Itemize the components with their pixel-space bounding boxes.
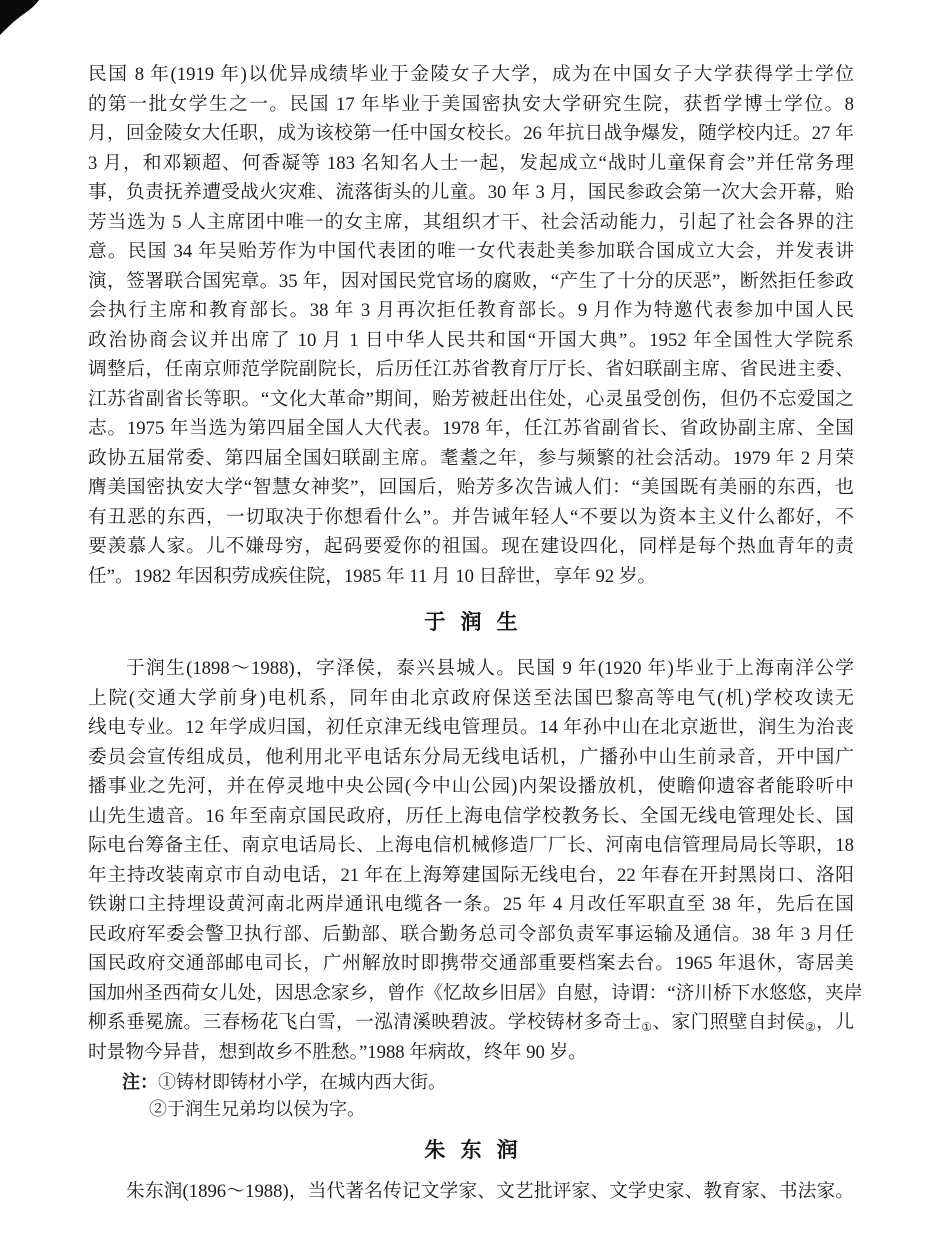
footnote-2-text: ②于润生兄弟均以侯为字。 <box>149 1099 365 1119</box>
text-line: 事，负责抚养遭受战火灾难、流落街头的儿童。30 年 3 月，国民参政会第一次大会开幕，贻 <box>88 182 854 203</box>
text-line: 意。民国 34 年吴贻芳作为中国代表团的唯一女代表赴美参加联合国成立大会，并发表讲 <box>88 241 854 262</box>
biography-text-block <box>88 60 863 1207</box>
text-line: 演，签署联合国宪章。35 年，因对国民党官场的腐败，“产生了十分的厌恶”，断然拒任参政 <box>88 270 854 292</box>
footnote-1 <box>88 1069 854 1096</box>
text-line: 民国 8 年(1919 年)以优异成绩毕业于金陵女子大学，成为在中国女子大学获得学士学位 <box>88 64 854 85</box>
text-line: 时景物今异昔，想到故乡不胜愁。”1988 年病故，终年 90 岁。 <box>88 1041 587 1063</box>
text-line: 柳系垂冕旒。三春杨花飞白雪，一泓清溪映碧波。学校铸材多奇士①、家门照壁自封侯②，儿 <box>88 1012 855 1034</box>
text-line: 播事业之先河，并在停灵地中央公园(今中山公园)内架设播放机，使瞻仰遗容者能聆听中 <box>88 776 854 797</box>
text-line: 会执行主席和教育部长。38 年 3 月再次拒任教育部长。9 月作为特邀代表参加中国人民 <box>88 300 854 321</box>
text-line: 的第一批女学生之一。民国 17 年毕业于美国密执安大学研究生院，获哲学博士学位。8 <box>88 93 854 115</box>
text-line: 有丑恶的东西，一切取决于你想看什么”。并告诫年轻人“不要以为资本主义什么都好，不 <box>88 506 854 528</box>
text-line: 线电专业。12 年学成归国，初任京津无线电管理员。14 年孙中山在北京逝世，润生为治丧 <box>88 717 854 738</box>
text-line: 民政府军委会警卫执行部、后勤部、联合勤务总司令部负责军事运输及通信。38 年 3 月任 <box>88 923 854 945</box>
intro-paragraph <box>88 60 854 591</box>
text-line: 月，回金陵女大任职，成为该校第一任中国女校长。26 年抗日战争爆发，随学校内迁。27 年 <box>88 123 854 144</box>
text-line: 任”。1982 年因积劳成疾住院，1985 年 11 月 10 日辞世，享年 92 岁。 <box>88 565 657 587</box>
text-line: 朱东润(1896～1988)，当代著名传记文学家、文艺批评家、文学史家、教育家、书法家。 <box>126 1181 854 1202</box>
text-line: 委员会宣传组成员，他利用北平电话东分局无线电话机，广播孙中山生前录音，开中国广 <box>88 746 854 768</box>
scan-artifact-corner-mark <box>0 0 46 40</box>
text-line: 际电台筹备主任、南京电话局长、上海电信机械修造厂厂长、河南电信管理局局长等职，18 <box>88 835 854 856</box>
zhu-dongrun-paragraph <box>88 1177 854 1207</box>
text-line: 调整后，任南京师范学院副院长，后历任江苏省教育厅厅长、省妇联副主席、省民进主委、 <box>88 359 854 380</box>
footnote-2 <box>88 1096 854 1123</box>
footnotes-block <box>88 1069 854 1123</box>
yu-runsheng-paragraph <box>88 654 863 1067</box>
text-line: 国加州圣西荷女儿处，因思念家乡，曾作《忆故乡旧居》自慰，诗谓：“济川桥下水悠悠，夹岸 <box>88 982 863 1004</box>
footnote-marker: ① <box>641 1020 653 1034</box>
text-line: 膺美国密执安大学“智慧女神奖”，回国后，贻芳多次告诫人们：“美国既有美丽的东西，也 <box>88 477 854 498</box>
text-line: 上院(交通大学前身)电机系，同年由北京政府保送至法国巴黎高等电气(机)学校攻读无 <box>88 687 854 709</box>
text-line: 江苏省副省长等职。“文化大革命”期间，贻芳被赶出住处，心灵虽受创伤，但仍不忘爱国之 <box>88 388 854 410</box>
footnote-label: 注： <box>122 1072 158 1092</box>
text-line: 铁谢口主持埋设黄河南北两岸通讯电缆各一条。25 年 4 月改任军职直至 38 年，先后在国 <box>88 894 854 915</box>
text-line: 山先生遗音。16 年至南京国民政府，历任上海电信学校教务长、全国无线电管理处长、国 <box>88 805 854 827</box>
text-line: 3 月，和邓颖超、何香凝等 183 名知名人士一起，发起成立“战时儿童保育会”并任常务理 <box>88 152 854 174</box>
entry-heading-text: 朱东润 <box>424 1138 533 1162</box>
footnote-marker: ② <box>805 1020 817 1034</box>
text-line: 芳当选为 5 人主席团中唯一的女主席，其组织才干、社会活动能力，引起了社会各界的注 <box>88 211 854 233</box>
text-line: 国民政府交通部邮电司长，广州解放时即携带交通部重要档案去台。1965 年退休，寄居美 <box>88 953 854 974</box>
entry-heading-text: 于润生 <box>424 610 533 634</box>
text-line: 政协五届常委、第四届全国妇联副主席。耄耋之年，参与频繁的社会活动。1979 年 2 月荣 <box>88 447 854 469</box>
entry-heading-yu-runsheng <box>88 608 854 637</box>
text-line: 志。1975 年当选为第四届全国人大代表。1978 年，任江苏省副省长、省政协副主席、全国 <box>88 418 854 439</box>
text-line: 于润生(1898～1988)，字泽侯，泰兴县城人。民国 9 年(1920 年)毕业于上海南洋公学 <box>126 658 854 679</box>
footnote-1-text: ①铸材即铸材小学，在城内西大街。 <box>158 1072 446 1092</box>
text-line: 要羡慕人家。儿不嫌母穷，起码要爱你的祖国。现在建设四化，同样是每个热血青年的责 <box>88 536 854 557</box>
text-line: 年主持改装南京市自动电话，21 年在上海筹建国际无线电台，22 年春在开封黑岗口、洛阳 <box>88 864 854 886</box>
text-line: 政治协商会议并出席了 10 月 1 日中华人民共和国“开国大典”。1952 年全国性大学院系 <box>88 329 854 351</box>
entry-heading-zhu-dongrun <box>88 1136 854 1165</box>
